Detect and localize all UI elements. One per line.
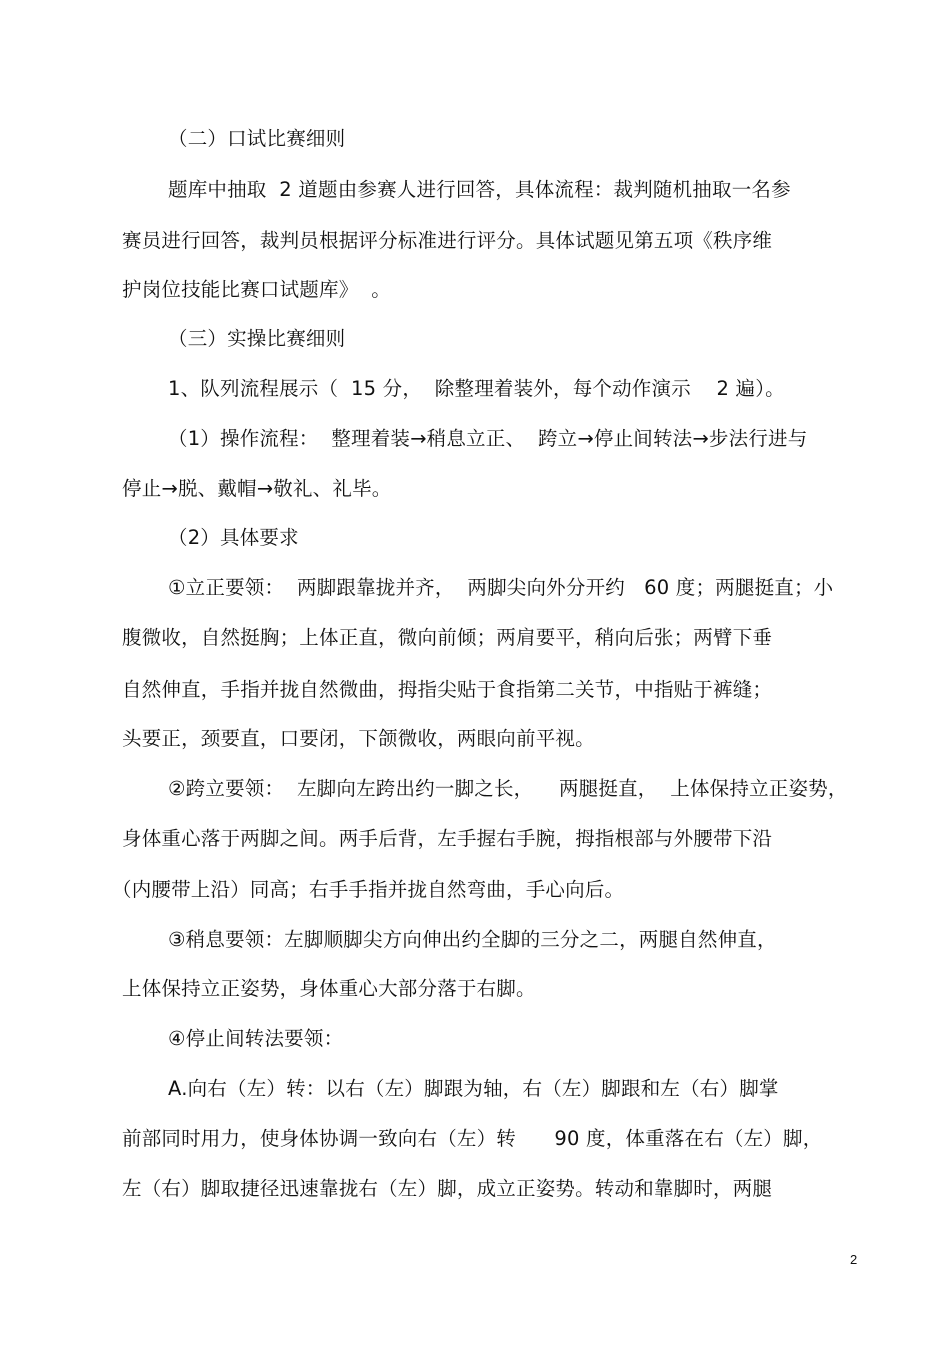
paragraph-line: 头要正，颈要直，口要闭，下颌微收，两眼向前平视。 xyxy=(122,727,595,750)
paragraph-line: （内腰带上沿）同高；右手手指并拢自然弯曲，手心向后。 xyxy=(112,878,625,901)
section-heading-oral-rules: （二）口试比赛细则 xyxy=(168,127,346,150)
subheading: ④停止间转法要领： xyxy=(168,1027,344,1050)
subheading: （2）具体要求 xyxy=(168,526,299,549)
paragraph-line: 护岗位技能比赛口试题库》 。 xyxy=(122,278,391,301)
paragraph-line: 停止→脱、戴帽→敬礼、礼毕。 xyxy=(122,477,392,500)
paragraph-line: ③稍息要领：左脚顺脚尖方向伸出约全脚的三分之二，两腿自然伸直， xyxy=(168,928,777,951)
section-heading-practical-rules: （三）实操比赛细则 xyxy=(168,327,346,350)
paragraph-line: A.向右（左）转：以右（左）脚跟为轴，右（左）脚跟和左（右）脚掌 xyxy=(168,1077,779,1100)
paragraph-line: （1）操作流程： 整理着装→稍息立正、 跨立→停止间转法→步法行进与 xyxy=(168,427,808,450)
item-heading: 1、队列流程展示（ 15 分， 除整理着装外，每个动作演示 2 遍）。 xyxy=(168,377,785,400)
paragraph-line: 身体重心落于两脚之间。两手后背，左手握右手腕，拇指根部与外腰带下沿 xyxy=(122,827,773,850)
paragraph-line: 左（右）脚取捷径迅速靠拢右（左）脚，成立正姿势。转动和靠脚时，两腿 xyxy=(122,1177,773,1200)
paragraph-line: 前部同时用力，使身体协调一致向右（左）转 90 度，体重落在右（左）脚， xyxy=(122,1127,823,1150)
paragraph-line: 腹微收，自然挺胸；上体正直，微向前倾；两肩要平，稍向后张；两臂下垂 xyxy=(122,626,773,649)
paragraph-line: ①立正要领： 两脚跟靠拢并齐， 两脚尖向外分开约 60 度；两腿挺直；小 xyxy=(168,576,834,599)
paragraph-line: 自然伸直，手指并拢自然微曲，拇指尖贴于食指第二关节，中指贴于裤缝； xyxy=(122,678,773,701)
paragraph-line: ②跨立要领： 左脚向左跨出约一脚之长， 两腿挺直， 上体保持立正姿势， xyxy=(168,777,848,800)
paragraph-line: 赛员进行回答，裁判员根据评分标准进行评分。具体试题见第五项《秩序维 xyxy=(122,229,773,252)
page-number: 2 xyxy=(850,1252,858,1267)
paragraph-line: 题库中抽取 2 道题由参赛人进行回答，具体流程：裁判随机抽取一名参 xyxy=(168,178,791,201)
paragraph-line: 上体保持立正姿势，身体重心大部分落于右脚。 xyxy=(122,977,536,1000)
